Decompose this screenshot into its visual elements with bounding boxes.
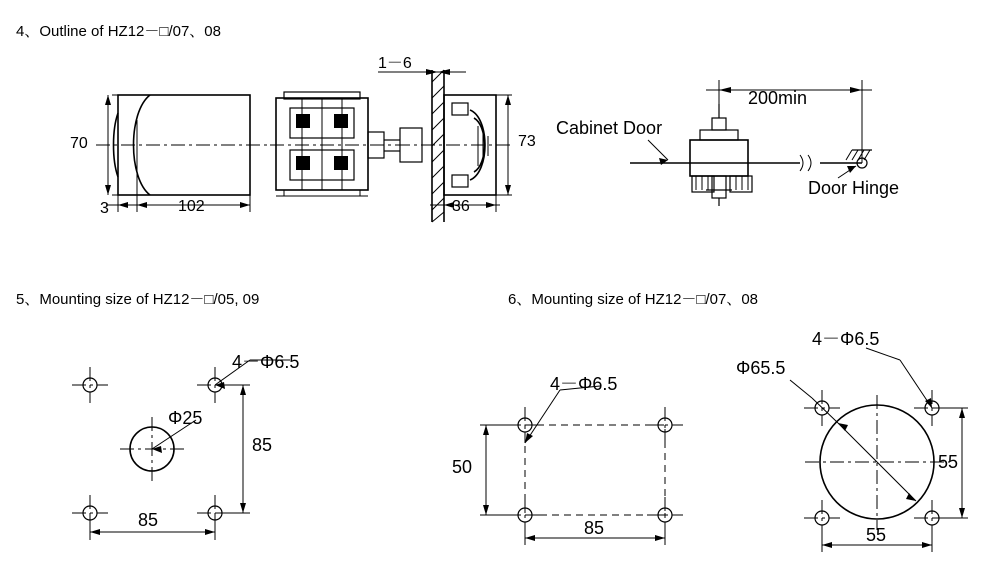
fig4-dim-depth: 36 xyxy=(452,198,470,215)
fig6-left-dim-horizontal: 85 xyxy=(584,518,605,538)
fig6-right-dim-vertical: 55 xyxy=(938,452,959,472)
fig5-dim-horizontal: 85 xyxy=(138,510,159,530)
fig4-dim-clearance: 200min xyxy=(748,88,808,108)
fig4-dim-offset: 3 xyxy=(100,200,109,217)
fig4-dim-height-left: 70 xyxy=(70,135,88,152)
fig6-left-hole-tr xyxy=(647,407,683,443)
fig5-dim-vertical: 85 xyxy=(252,435,273,455)
fig4-dim-length: 102 xyxy=(178,198,205,215)
fig6-right-dim-horizontal: 55 xyxy=(866,525,887,545)
fig4-dim-height-right: 73 xyxy=(518,133,536,150)
fig6-left-dim-vertical: 50 xyxy=(452,457,473,477)
fig4-dim-panel-range: 1－6 xyxy=(378,55,412,72)
fig4-knob-body xyxy=(96,95,270,195)
fig6-right-hole-bl xyxy=(804,500,840,536)
section-heading-4: 4、Outline of HZ12－□/07、08 xyxy=(16,23,221,40)
fig6-left-hole-tl xyxy=(507,407,543,443)
fig6-left-hole-bl xyxy=(507,497,543,533)
fig5-hole-callout: 4－Φ6.5 xyxy=(232,352,300,372)
fig6-right-pattern xyxy=(790,348,968,552)
section-heading-5: 5、Mounting size of HZ12－□/05, 09 xyxy=(16,291,260,308)
fig4-label-cabinet-door: Cabinet Door xyxy=(556,118,663,138)
fig6-left-hole-br xyxy=(647,497,683,533)
fig6-left-hole-callout: 4－Φ6.5 xyxy=(550,374,618,394)
fig5-bore-label: Φ25 xyxy=(168,408,203,428)
fig4-panel-assembly xyxy=(378,69,512,222)
fig5-hole-tl xyxy=(72,367,108,403)
fig6-right-hole-callout: 4－Φ6.5 xyxy=(812,329,880,349)
fig4-terminal-block xyxy=(270,92,410,196)
section-heading-6: 6、Mounting size of HZ12－□/07、08 xyxy=(508,291,759,308)
fig6-right-bore-label: Φ65.5 xyxy=(736,358,786,378)
fig4-label-door-hinge: Door Hinge xyxy=(808,178,900,198)
fig6-left-pattern xyxy=(480,386,683,545)
